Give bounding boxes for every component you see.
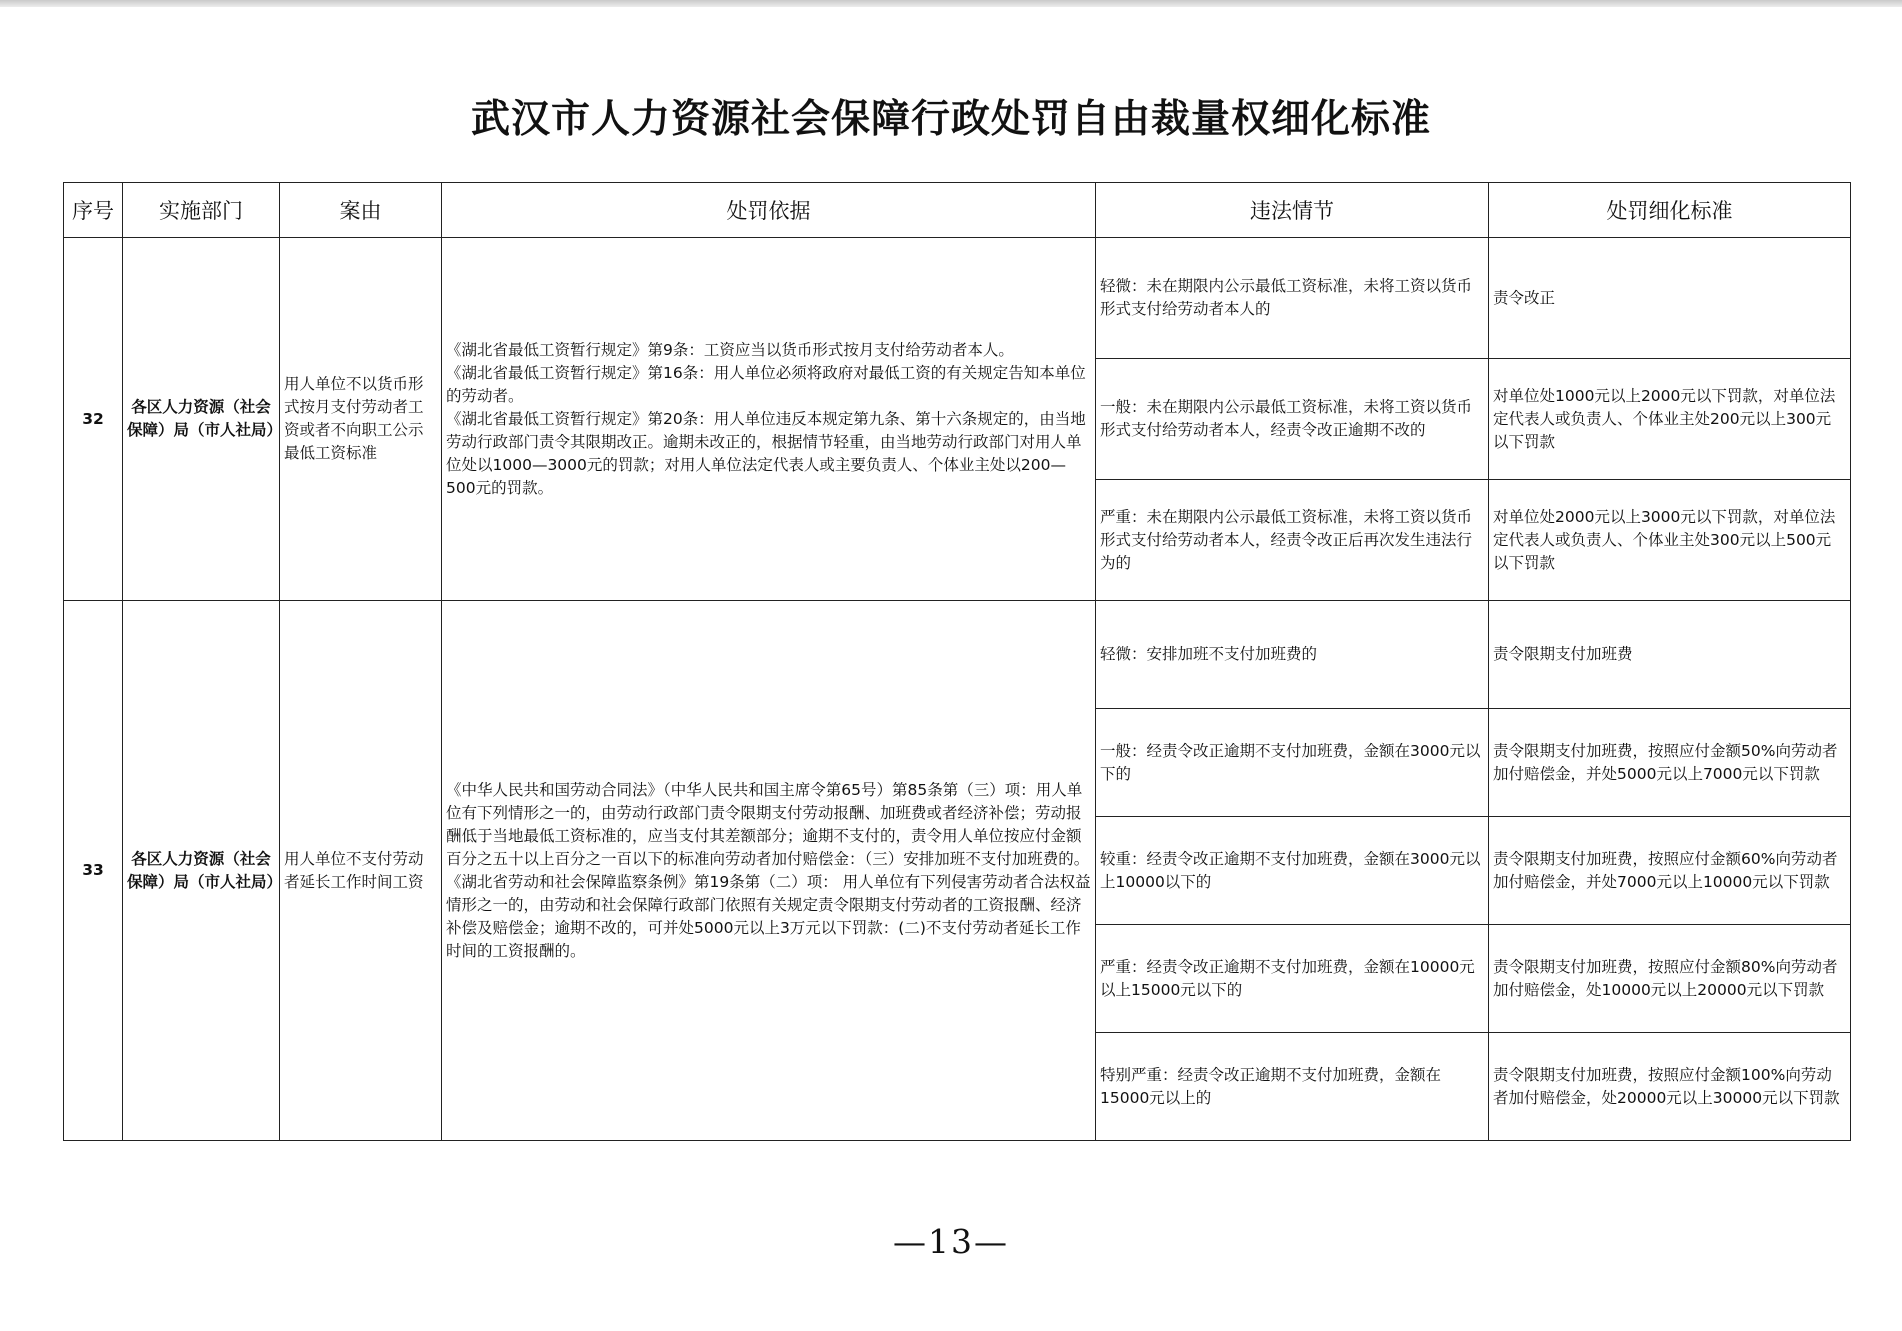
scan-edge-strip [0,0,1902,7]
standard-cell: 责令限期支付加班费，按照应付金额50%向劳动者加付赔偿金，并处5000元以上7000元以下罚款 [1489,709,1851,817]
standard-cell: 责令限期支付加班费，按照应付金额100%向劳动者加付赔偿金，处20000元以上30000元以下罚款 [1489,1033,1851,1141]
table-header-row [64,183,1851,238]
circumstance-cell: 一般：经责令改正逾期不支付加班费，金额在3000元以下的 [1096,709,1489,817]
cause-cell: 用人单位不支付劳动者延长工作时间工资 [280,601,442,1141]
header-standard: 处罚细化标准 [1489,183,1851,238]
standard-cell: 责令限期支付加班费，按照应付金额60%向劳动者加付赔偿金，并处7000元以上10000元以下罚款 [1489,817,1851,925]
department-cell: 各区人力资源（社会保障）局（市人社局） [123,238,280,601]
circumstance-cell: 一般：未在期限内公示最低工资标准，未将工资以货币形式支付给劳动者本人，经责令改正逾期不改的 [1096,359,1489,480]
table-row [64,601,1851,709]
circumstance-cell: 严重：未在期限内公示最低工资标准，未将工资以货币形式支付给劳动者本人，经责令改正后再次发生违法行为的 [1096,480,1489,601]
header-circumstance: 违法情节 [1096,183,1489,238]
document-title: 武汉市人力资源社会保障行政处罚自由裁量权细化标准 [470,96,1431,142]
standard-cell: 对单位处1000元以上2000元以下罚款，对单位法定代表人或负责人、个体业主处200元以上300元以下罚款 [1489,359,1851,480]
seq-cell: 32 [64,238,123,601]
table-row [64,238,1851,359]
page-number: —13— [893,1222,1009,1261]
header-department: 实施部门 [123,183,280,238]
circumstance-cell: 较重：经责令改正逾期不支付加班费，金额在3000元以上10000以下的 [1096,817,1489,925]
header-cause: 案由 [280,183,442,238]
standard-cell: 责令限期支付加班费 [1489,601,1851,709]
circumstance-cell: 轻微：未在期限内公示最低工资标准，未将工资以货币形式支付给劳动者本人的 [1096,238,1489,359]
department-cell: 各区人力资源（社会保障）局（市人社局） [123,601,280,1141]
basis-cell: 《湖北省最低工资暂行规定》第9条：工资应当以货币形式按月支付给劳动者本人。 《湖北省最低工资暂行规定》第16条：用人单位必须将政府对最低工资的有关规定告知本单位的劳动者。 《湖北省最低工资暂行规定》第20条：用人单位违反本规定第九条、第十六条规定的，由当地劳动行政部门责令其限期改正。逾期未改正的，根据情节轻重，由当地劳动行政部门对用人单位处以1000—3000元的罚款；对用人单位法定代表人或主要负责人、个体业主处以200—500元的罚款。 [442,238,1096,601]
penalty-standards-table [63,182,1851,1141]
table-body [64,238,1851,1141]
circumstance-cell: 特别严重：经责令改正逾期不支付加班费，金额在15000元以上的 [1096,1033,1489,1141]
standard-cell: 对单位处2000元以上3000元以下罚款，对单位法定代表人或负责人、个体业主处300元以上500元以下罚款 [1489,480,1851,601]
circumstance-cell: 轻微：安排加班不支付加班费的 [1096,601,1489,709]
header-basis: 处罚依据 [442,183,1096,238]
standard-cell: 责令改正 [1489,238,1851,359]
circumstance-cell: 严重：经责令改正逾期不支付加班费，金额在10000元以上15000元以下的 [1096,925,1489,1033]
standard-cell: 责令限期支付加班费，按照应付金额80%向劳动者加付赔偿金，处10000元以上20000元以下罚款 [1489,925,1851,1033]
cause-cell: 用人单位不以货币形式按月支付劳动者工资或者不向职工公示最低工资标准 [280,238,442,601]
header-seq: 序号 [64,183,123,238]
seq-cell: 33 [64,601,123,1141]
basis-cell: 《中华人民共和国劳动合同法》（中华人民共和国主席令第65号）第85条第（三）项：用人单位有下列情形之一的，由劳动行政部门责令限期支付劳动报酬、加班费或者经济补偿；劳动报酬低于当地最低工资标准的，应当支付其差额部分；逾期不支付的，责令用人单位按应付金额百分之五十以上百分之一百以下的标准向劳动者加付赔偿金：（三）安排加班不支付加班费的。 《湖北省劳动和社会保障监察条例》第19条第（二）项： 用人单位有下列侵害劳动者合法权益情形之一的，由劳动和社会保障行政部门依照有关规定责令限期支付劳动者的工资报酬、经济补偿及赔偿金；逾期不改的，可并处5000元以上3万元以下罚款：(二)不支付劳动者延长工作时间的工资报酬的。 [442,601,1096,1141]
